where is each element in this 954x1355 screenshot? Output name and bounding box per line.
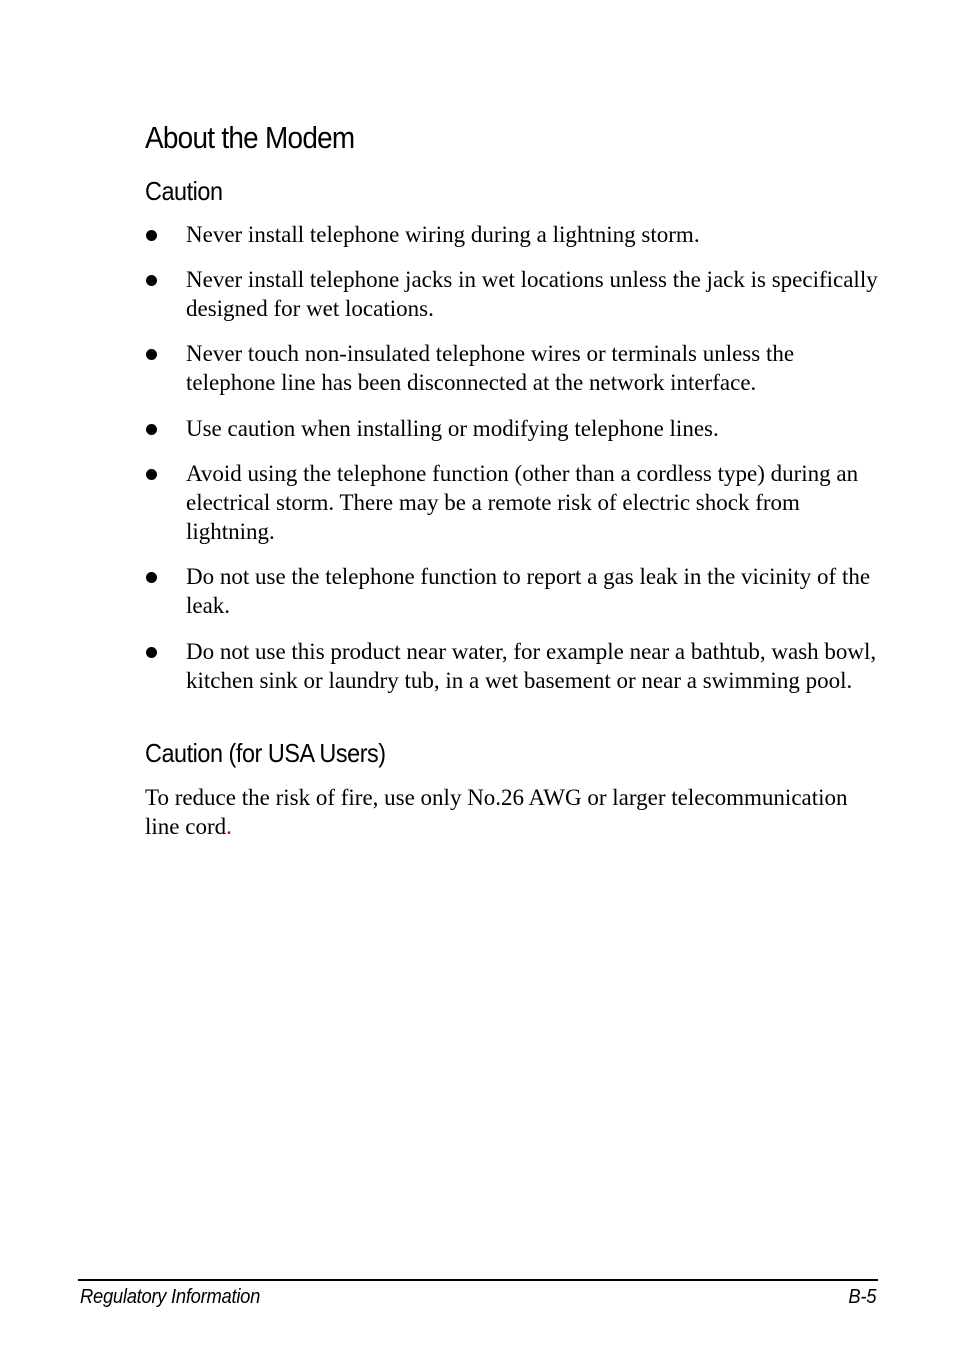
bullet-icon (146, 349, 157, 360)
footer-divider (78, 1279, 878, 1281)
page-title: About the Modem (145, 120, 355, 155)
usa-caution-text (145, 783, 865, 841)
usa-caution-heading: Caution (for USA Users) (145, 738, 386, 768)
bullet-icon (146, 424, 157, 435)
caution-heading: Caution (145, 176, 223, 206)
page-number: B-5 (848, 1286, 876, 1308)
footer-section-title: Regulatory Information (80, 1286, 261, 1308)
bullet-icon (146, 647, 157, 658)
list-item-text: Avoid using the telephone function (other than a cordless type) during an electrical storm. There may be a remote risk of electric shock from lightning. (186, 461, 859, 545)
red-period: . (226, 814, 232, 840)
usa-caution-sentence: To reduce the risk of fire, use only No.26 AWG or larger telecommunication line cord (145, 785, 848, 840)
bullet-icon (146, 230, 157, 241)
list-item-text: Do not use the telephone function to report a gas leak in the vicinity of the leak. (186, 564, 871, 619)
bullet-icon (146, 572, 157, 583)
list-item-text: Never touch non-insulated telephone wires or terminals unless the telephone line has been disconnected at the network interface. (186, 341, 795, 396)
list-item-text: Never install telephone jacks in wet locations unless the jack is specifically designed for wet locations. (186, 267, 878, 322)
bullet-icon (146, 469, 157, 480)
list-item-text: Do not use this product near water, for example near a bathtub, wash bowl, kitchen sink or laundry tub, in a wet basement or near a swimming pool. (186, 639, 877, 694)
list-item-text: Use caution when installing or modifying telephone lines. (186, 416, 719, 441)
bullet-icon (146, 275, 157, 286)
list-item-text: Never install telephone wiring during a lightning storm. (186, 222, 700, 247)
